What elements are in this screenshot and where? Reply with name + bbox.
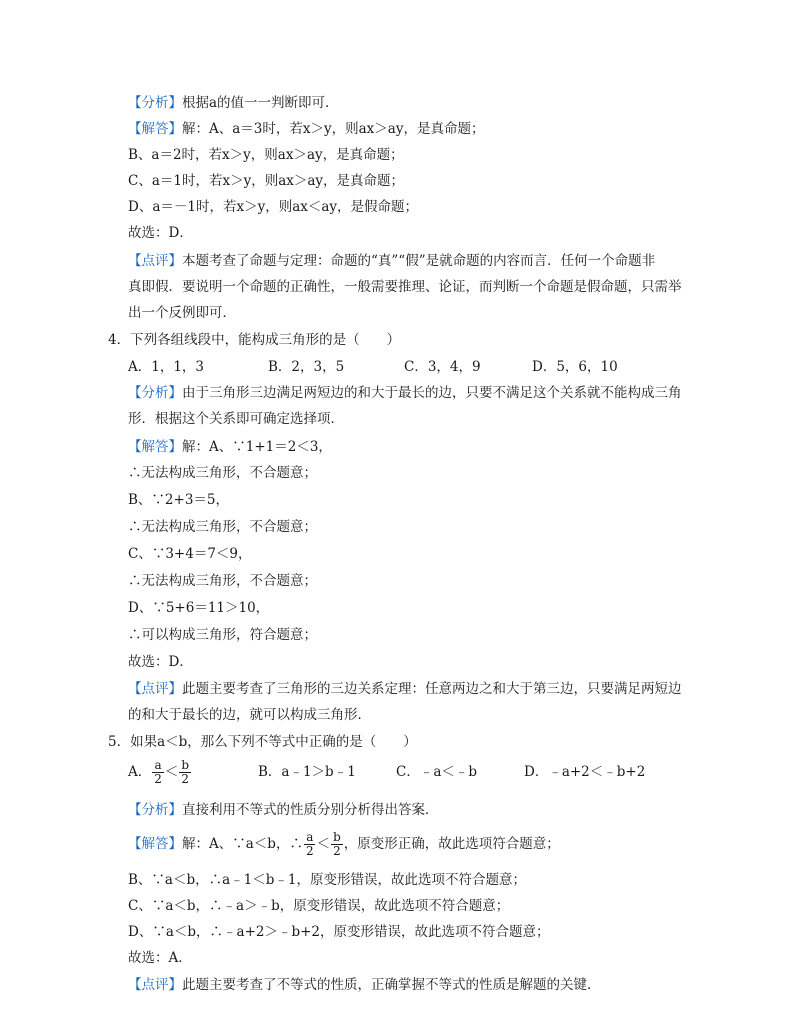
q5-solution-first: 【解答】解：A、∵a＜b，∴ $\frac{a}{2}$ ＜ $\frac{b}{2}$ ，原变形正确，故此选项符合题意； bbox=[128, 830, 560, 858]
q4-solution-first: 【解答】解：A、∵1+1＝2＜3， bbox=[128, 439, 332, 455]
q4-solution-line: ∴无法构成三角形，不合题意； bbox=[128, 573, 317, 589]
fraction-a-over-2: $\frac{a}{2}$ bbox=[154, 758, 162, 786]
q5-comment: 【点评】此题主要考查了不等式的性质，正确掌握不等式的性质是解题的关键． bbox=[128, 977, 601, 993]
q4-option-d: D．5，6，10 bbox=[532, 359, 618, 375]
q5-solution-line: D、∵a＜b，∴﹣a+2＞﹣b+2，原变形错误，故此选项不符合题意； bbox=[128, 924, 550, 940]
q3-comment: 【点评】本题考查了命题与定理：命题的“真”“假”是就命题的内容而言．任何一个命题非 bbox=[128, 253, 656, 269]
q4-option-c: C．3，4，9 bbox=[404, 359, 481, 375]
comment-tag: 【点评】 bbox=[128, 977, 182, 993]
q5-answer: 故选：A． bbox=[128, 950, 192, 966]
fraction-b-over-2: $\frac{b}{2}$ bbox=[333, 830, 341, 858]
fraction-b-over-2: $\frac{b}{2}$ bbox=[181, 758, 190, 786]
q3-analysis: 【分析】根据a的值一一判断即可． bbox=[128, 95, 339, 111]
q4-analysis-line: 形．根据这个关系即可确定选择项． bbox=[128, 411, 344, 427]
fraction-a-over-2: $\frac{a}{2}$ bbox=[305, 830, 314, 858]
q4-option-a: A．1，1，3 bbox=[128, 359, 205, 375]
solution-tag: 【解答】 bbox=[128, 836, 182, 852]
q3-comment-line: 出一个反例即可． bbox=[128, 305, 236, 321]
q5-solution-line: B、∵a＜b，∴a﹣1＜b﹣1，原变形错误，故此选项不符合题意； bbox=[128, 872, 526, 888]
q3-comment-line: 真即假．要说明一个命题的正确性，一般需要推理、论证，而判断一个命题是假命题，只需举 bbox=[128, 279, 682, 295]
q4-option-b: B．2，3，5 bbox=[268, 359, 345, 375]
analysis-tag: 【分析】 bbox=[128, 385, 182, 401]
q3-solution-line: D、a＝－1时，若x＞y，则ax＜ay，是假命题； bbox=[128, 199, 419, 215]
q3-solution-first: 【解答】解：A、a＝3时，若x＞y，则ax＞ay，是真命题； bbox=[128, 121, 485, 137]
comment-tag: 【点评】 bbox=[128, 253, 182, 269]
q5-option-d: D．﹣a+2＜﹣b+2 bbox=[524, 764, 646, 780]
q3-answer: 故选：D． bbox=[128, 225, 193, 241]
q5-option-c: C．﹣a＜﹣b bbox=[396, 764, 478, 780]
q4-solution-line: D、∵5+6＝11＞10， bbox=[128, 600, 270, 616]
solution-tag: 【解答】 bbox=[128, 121, 182, 137]
q5-option-a: A． $\frac{a}{2}$ ＜ $\frac{b}{2}$ bbox=[128, 758, 190, 786]
q4-solution-line: B、∵2+3＝5， bbox=[128, 492, 229, 508]
solution-tag: 【解答】 bbox=[128, 439, 182, 455]
q4-options bbox=[128, 357, 668, 377]
q4-solution-line: ∴无法构成三角形，不合题意； bbox=[128, 519, 317, 535]
q4-comment-line: 的和大于最长的边，就可以构成三角形． bbox=[128, 707, 371, 723]
q5-stem: 5．如果a＜b，那么下列不等式中正确的是（ ） bbox=[108, 734, 417, 750]
q3-solution-line: B、a＝2时，若x＞y，则ax＞ay，是真命题； bbox=[128, 147, 404, 163]
q5-option-b: B．a﹣1＞b﹣1 bbox=[258, 764, 356, 780]
q4-stem: 4．下列各组线段中，能构成三角形的是（ ） bbox=[108, 332, 401, 348]
comment-tag: 【点评】 bbox=[128, 681, 182, 697]
q3-solution-line: C、a＝1时，若x＞y，则ax＞ay，是真命题； bbox=[128, 173, 405, 189]
q5-options bbox=[128, 758, 668, 786]
analysis-tag: 【分析】 bbox=[128, 95, 182, 111]
q5-solution-line: C、∵a＜b，∴﹣a＞﹣b，原变形错误，故此选项不符合题意； bbox=[128, 898, 510, 914]
q4-comment: 【点评】此题主要考查了三角形的三边关系定理：任意两边之和大于第三边，只要满足两短边 bbox=[128, 681, 682, 697]
q4-answer: 故选：D． bbox=[128, 654, 193, 670]
q4-solution-line: ∴无法构成三角形，不合题意； bbox=[128, 465, 317, 481]
q4-analysis: 【分析】由于三角形三边满足两短边的和大于最长的边，只要不满足这个关系就不能构成三角 bbox=[128, 385, 682, 401]
q4-solution-line: ∴可以构成三角形，符合题意； bbox=[128, 627, 317, 643]
q4-solution-line: C、∵3+4＝7＜9， bbox=[128, 546, 252, 562]
q5-analysis: 【分析】直接利用不等式的性质分别分析得出答案． bbox=[128, 802, 439, 818]
analysis-tag: 【分析】 bbox=[128, 802, 182, 818]
